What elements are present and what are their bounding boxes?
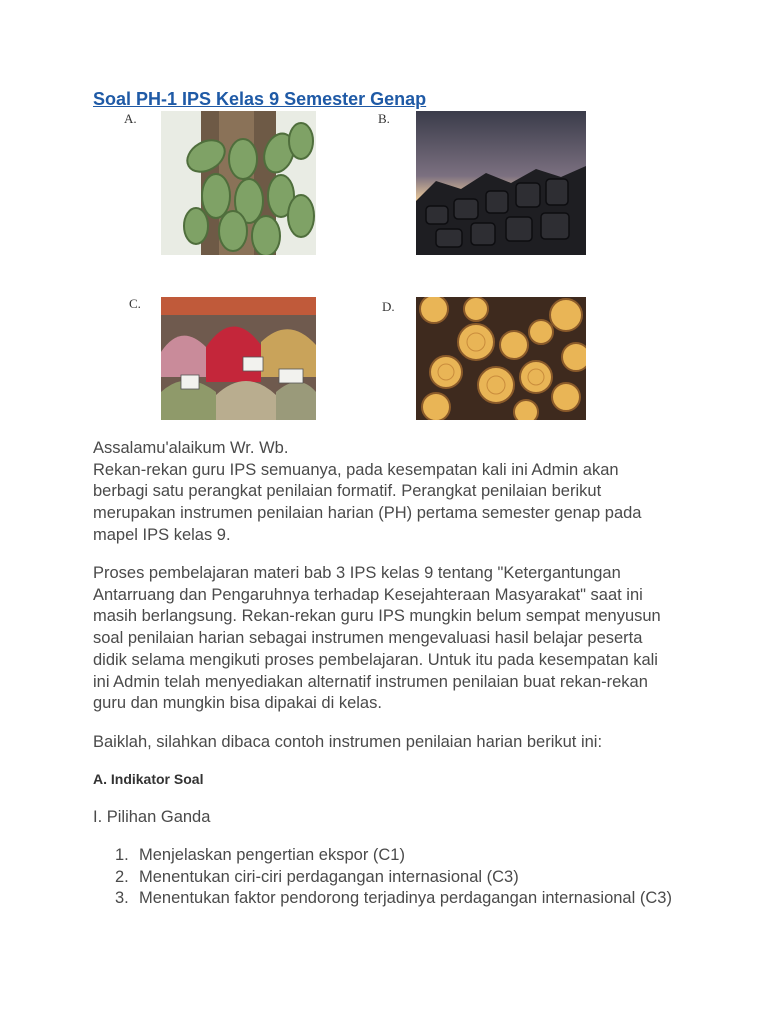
- indicator-list: [93, 845, 678, 910]
- coal-pile-photo: [416, 111, 586, 255]
- section-heading: A. Indikator Soal: [93, 771, 204, 787]
- list-item-text: Menentukan faktor pendorong terjadinya perdagangan internasional (C3): [139, 889, 672, 908]
- intro-section: [93, 438, 678, 547]
- intro-paragraph: Rekan-rekan guru IPS semuanya, pada kesempatan kali ini Admin akan berbagi satu perangkat penilaian formatif. Perangkat penilaian berikut merupakan instrumen penilaian harian (PH) pertama semester genap pada mapel IPS kelas 9.: [93, 460, 642, 544]
- list-item-text: Menentukan ciri-ciri perdagangan internasional (C3): [139, 867, 519, 886]
- list-item: [93, 845, 678, 867]
- list-item: [93, 888, 678, 910]
- list-item-number: 3.: [115, 889, 129, 908]
- context-paragraph: Proses pembelajaran materi bab 3 IPS kelas 9 tentang "Ketergantungan Antarruang dan Pengaruhnya terhadap Kesejahteraan Masyarakat" saat ini masih berlangsung. Rekan-rekan guru IPS mungkin belum sempat menyusun soal penilaian harian sebagai instrumen mengevaluasi hasil belajar peserta didik selama mengikuti proses pembelajaran. Untuk itu pada kesempatan kali ini Admin telah menyediakan alternatif instrumen penilaian buat rekan-rekan guru dan mungkin bisa dipakai di kelas.: [93, 564, 661, 713]
- list-item: [93, 867, 678, 889]
- figure-a-label: A.: [124, 111, 137, 126]
- subsection-heading: I. Pilihan Ganda: [93, 808, 211, 826]
- list-item-text: Menjelaskan pengertian ekspor (C1): [139, 846, 405, 864]
- list-item-number: 2.: [115, 867, 129, 886]
- lead-in-section: [93, 732, 678, 754]
- figure-c-label: C.: [129, 296, 141, 311]
- list-item-number: 1.: [115, 846, 129, 864]
- article-title[interactable]: Soal PH-1 IPS Kelas 9 Semester Genap: [93, 89, 427, 109]
- figure-b-label: B.: [378, 111, 390, 126]
- subsection-heading-wrap: [93, 807, 678, 829]
- cocoa-pods-photo: [161, 111, 316, 255]
- context-section: [93, 563, 678, 715]
- spices-market-photo: [161, 297, 316, 420]
- figure-d-label: D.: [382, 299, 395, 314]
- greeting-text: Assalamu'alaikum Wr. Wb.: [93, 439, 289, 457]
- lead-in-paragraph: Baiklah, silahkan dibaca contoh instrumen penilaian harian berikut ini:: [93, 733, 603, 751]
- timber-logs-photo: [416, 297, 586, 420]
